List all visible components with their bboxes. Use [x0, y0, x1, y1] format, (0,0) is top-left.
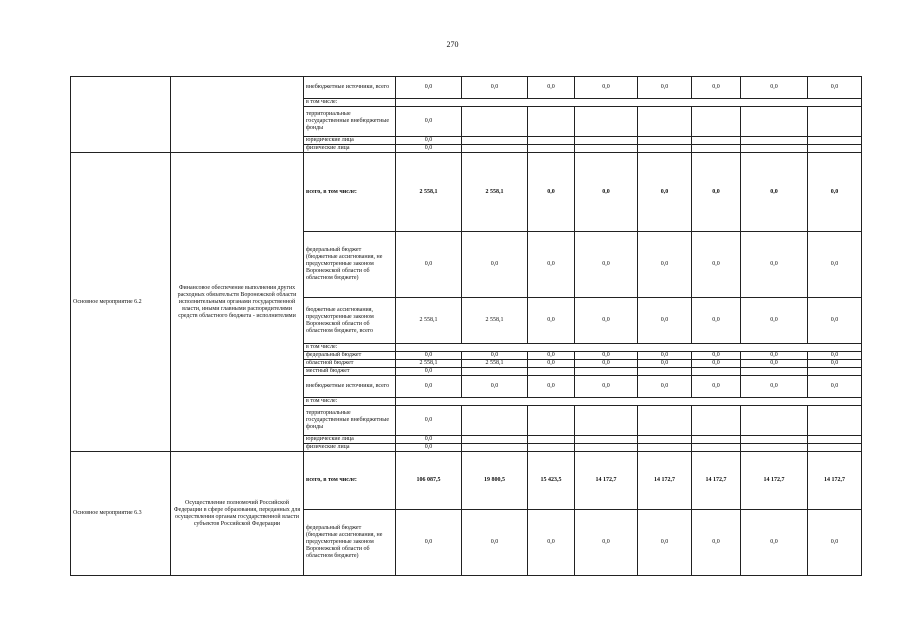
value-cell: 0,0	[396, 232, 462, 298]
value-cell: 0,0	[692, 298, 741, 344]
value-cell: 14 172,7	[808, 452, 862, 510]
value-cell	[462, 368, 528, 376]
value-cell	[575, 444, 638, 452]
value-cell: 0,0	[528, 510, 575, 576]
row-label: бюджетные ассигнования, предусмотренные законом Воронежской области об областном бюджете, всего	[304, 298, 396, 344]
value-cell: 0,0	[741, 153, 808, 232]
row-label: внебюджетные источники, всего	[304, 77, 396, 99]
row-label: местный бюджет	[304, 368, 396, 376]
row-label: юридические лица	[304, 436, 396, 444]
value-cell	[692, 145, 741, 153]
value-cell: 2 558,1	[396, 153, 462, 232]
row-label: внебюджетные источники, всего	[304, 376, 396, 398]
value-cell: 0,0	[462, 232, 528, 298]
value-cell: 0,0	[692, 360, 741, 368]
value-cell	[741, 444, 808, 452]
section-description	[171, 77, 304, 153]
value-cell	[808, 145, 862, 153]
value-cell: 0,0	[528, 352, 575, 360]
value-cell: 0,0	[692, 153, 741, 232]
value-cell: 14 172,7	[575, 452, 638, 510]
empty-cells	[396, 398, 862, 406]
value-cell	[575, 145, 638, 153]
value-cell: 2 558,1	[462, 360, 528, 368]
value-cell: 0,0	[808, 232, 862, 298]
value-cell	[741, 145, 808, 153]
value-cell: 0,0	[741, 77, 808, 99]
section-title: Основное мероприятие 6.3	[71, 452, 171, 576]
value-cell	[462, 107, 528, 137]
value-cell: 0,0	[741, 352, 808, 360]
value-cell	[692, 107, 741, 137]
value-cell	[575, 406, 638, 436]
value-cell: 0,0	[692, 232, 741, 298]
value-cell: 0,0	[638, 360, 692, 368]
value-cell	[638, 107, 692, 137]
value-cell: 0,0	[638, 352, 692, 360]
section-description: Финансовое обеспечение выполнения других расходных обязательств Воронежской области исполнительными органами государственной власти, иными главными распорядителями средств областного бюджета - исполнителями	[171, 153, 304, 452]
row-label: федеральный бюджет	[304, 352, 396, 360]
value-cell: 2 558,1	[396, 298, 462, 344]
table-row	[71, 153, 862, 232]
value-cell	[808, 368, 862, 376]
value-cell	[638, 406, 692, 436]
value-cell: 0,0	[638, 298, 692, 344]
value-cell: 0,0	[692, 77, 741, 99]
value-cell: 15 423,5	[528, 452, 575, 510]
row-label: физические лица	[304, 145, 396, 153]
value-cell: 14 172,7	[638, 452, 692, 510]
table-row	[71, 77, 862, 99]
row-label: в том числе:	[304, 344, 396, 352]
value-cell	[638, 368, 692, 376]
section-description: Осуществление полномочий Российской Федерации в сфере образования, переданных для осуществления органам государственной власти субъектов Российской Федерации	[171, 452, 304, 576]
value-cell	[575, 137, 638, 145]
row-label: всего, в том числе:	[304, 452, 396, 510]
value-cell	[741, 107, 808, 137]
value-cell: 0,0	[396, 406, 462, 436]
section-title	[71, 77, 171, 153]
row-label: всего, в том числе:	[304, 153, 396, 232]
value-cell	[462, 137, 528, 145]
value-cell: 0,0	[692, 376, 741, 398]
value-cell: 0,0	[808, 77, 862, 99]
value-cell: 0,0	[808, 298, 862, 344]
value-cell	[741, 406, 808, 436]
value-cell	[575, 107, 638, 137]
row-label: физические лица	[304, 444, 396, 452]
value-cell: 0,0	[575, 77, 638, 99]
value-cell	[808, 444, 862, 452]
value-cell: 0,0	[741, 232, 808, 298]
value-cell	[528, 406, 575, 436]
value-cell	[638, 436, 692, 444]
value-cell: 0,0	[808, 360, 862, 368]
value-cell	[638, 444, 692, 452]
value-cell: 0,0	[396, 436, 462, 444]
value-cell: 0,0	[575, 298, 638, 344]
value-cell: 2 558,1	[462, 298, 528, 344]
empty-cells	[396, 99, 862, 107]
row-label: территориальные государственные внебюджетные фонды	[304, 406, 396, 436]
value-cell: 0,0	[528, 77, 575, 99]
value-cell: 0,0	[575, 232, 638, 298]
value-cell	[528, 137, 575, 145]
value-cell	[528, 444, 575, 452]
value-cell: 106 087,5	[396, 452, 462, 510]
value-cell: 0,0	[396, 376, 462, 398]
value-cell: 0,0	[575, 352, 638, 360]
value-cell	[692, 444, 741, 452]
value-cell: 0,0	[575, 376, 638, 398]
value-cell: 0,0	[808, 376, 862, 398]
value-cell: 0,0	[692, 510, 741, 576]
value-cell: 0,0	[638, 376, 692, 398]
value-cell	[741, 436, 808, 444]
value-cell: 0,0	[638, 153, 692, 232]
value-cell: 0,0	[575, 360, 638, 368]
row-label: областной бюджет	[304, 360, 396, 368]
table-row	[71, 452, 862, 510]
value-cell: 0,0	[528, 376, 575, 398]
value-cell	[575, 436, 638, 444]
value-cell: 0,0	[528, 298, 575, 344]
value-cell: 0,0	[528, 232, 575, 298]
value-cell: 0,0	[741, 360, 808, 368]
page-number: 270	[446, 40, 459, 49]
value-cell: 0,0	[808, 153, 862, 232]
value-cell: 0,0	[741, 510, 808, 576]
value-cell: 2 558,1	[396, 360, 462, 368]
value-cell	[462, 145, 528, 153]
value-cell: 0,0	[396, 137, 462, 145]
value-cell	[692, 137, 741, 145]
value-cell: 0,0	[462, 77, 528, 99]
value-cell	[741, 137, 808, 145]
value-cell: 0,0	[396, 145, 462, 153]
value-cell	[462, 436, 528, 444]
value-cell: 0,0	[396, 107, 462, 137]
value-cell: 0,0	[462, 376, 528, 398]
value-cell: 0,0	[528, 153, 575, 232]
value-cell: 0,0	[692, 352, 741, 360]
value-cell: 0,0	[808, 510, 862, 576]
value-cell: 0,0	[638, 510, 692, 576]
value-cell: 0,0	[396, 352, 462, 360]
value-cell	[808, 107, 862, 137]
value-cell: 0,0	[396, 444, 462, 452]
value-cell	[528, 368, 575, 376]
value-cell: 0,0	[396, 368, 462, 376]
value-cell	[692, 406, 741, 436]
row-label: в том числе:	[304, 99, 396, 107]
row-label: в том числе:	[304, 398, 396, 406]
value-cell	[692, 436, 741, 444]
value-cell: 2 558,1	[462, 153, 528, 232]
value-cell: 0,0	[528, 360, 575, 368]
value-cell	[638, 145, 692, 153]
value-cell	[638, 137, 692, 145]
value-cell: 0,0	[575, 153, 638, 232]
value-cell: 0,0	[638, 77, 692, 99]
value-cell	[808, 137, 862, 145]
empty-cells	[396, 344, 862, 352]
value-cell: 0,0	[741, 376, 808, 398]
value-cell: 0,0	[462, 352, 528, 360]
row-label: юридические лица	[304, 137, 396, 145]
value-cell	[528, 107, 575, 137]
value-cell	[808, 436, 862, 444]
value-cell	[575, 368, 638, 376]
value-cell	[741, 368, 808, 376]
value-cell	[528, 145, 575, 153]
value-cell	[808, 406, 862, 436]
section-title: Основное мероприятие 6.2	[71, 153, 171, 452]
value-cell: 14 172,7	[692, 452, 741, 510]
value-cell	[528, 436, 575, 444]
value-cell	[462, 406, 528, 436]
budget-table	[70, 76, 862, 576]
row-label: федеральный бюджет (бюджетные ассигнования, не предусмотренные законом Воронежской области об областном бюджете)	[304, 232, 396, 298]
value-cell: 0,0	[638, 232, 692, 298]
value-cell	[692, 368, 741, 376]
row-label: федеральный бюджет (бюджетные ассигнования, не предусмотренные законом Воронежской области об областном бюджете)	[304, 510, 396, 576]
value-cell: 0,0	[396, 77, 462, 99]
value-cell: 0,0	[808, 352, 862, 360]
row-label: территориальные государственные внебюджетные фонды	[304, 107, 396, 137]
value-cell: 14 172,7	[741, 452, 808, 510]
value-cell: 0,0	[462, 510, 528, 576]
value-cell: 0,0	[396, 510, 462, 576]
value-cell: 0,0	[741, 298, 808, 344]
value-cell: 0,0	[575, 510, 638, 576]
value-cell	[462, 444, 528, 452]
value-cell: 19 800,5	[462, 452, 528, 510]
